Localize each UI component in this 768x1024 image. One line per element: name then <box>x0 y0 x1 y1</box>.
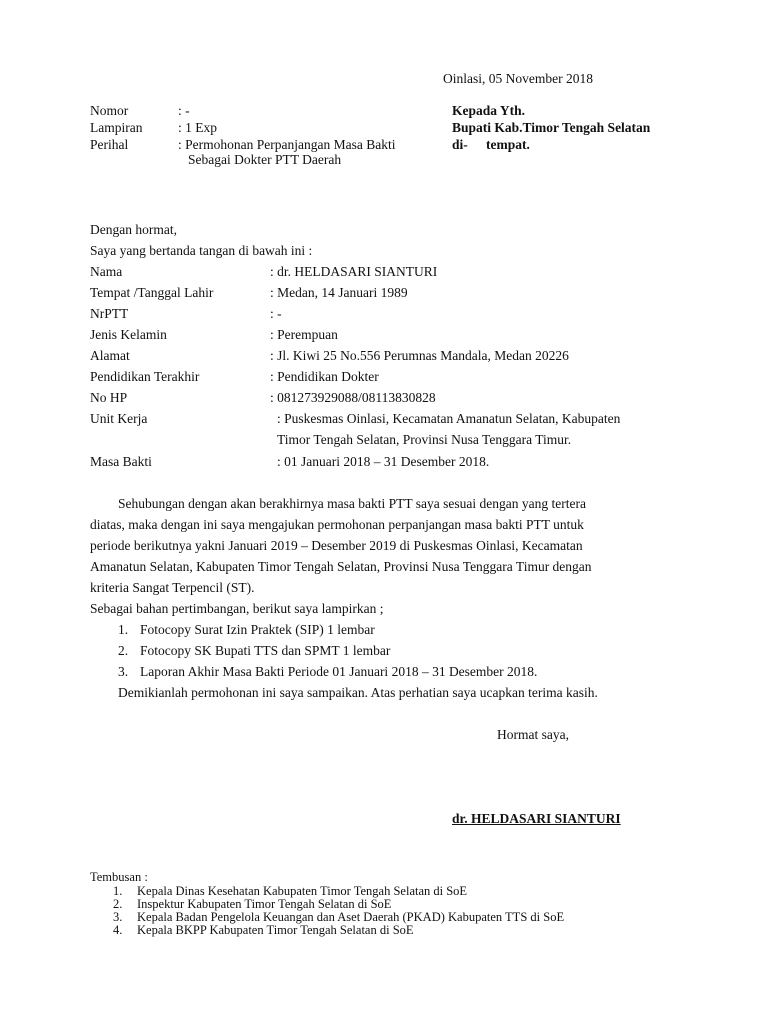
perihal-label: Perihal <box>90 137 129 152</box>
cc-number: 3. <box>113 910 123 924</box>
identity-value: : Jl. Kiwi 25 No.556 Perumnas Mandala, Medan 20226 <box>270 348 569 363</box>
nomor-value: : - <box>178 103 190 118</box>
body-line: diatas, maka dengan ini saya mengajukan permohonan perpanjangan masa bakti PTT untuk <box>90 517 584 532</box>
cc-number: 1. <box>113 884 123 898</box>
date-line: Oinlasi, 05 November 2018 <box>443 71 593 86</box>
identity-label: Pendidikan Terakhir <box>90 369 200 384</box>
addressee-place: tempat. <box>486 137 530 152</box>
identity-value: : Puskesmas Oinlasi, Kecamatan Amanatun Selatan, Kabupaten <box>277 411 621 426</box>
cc-item: Inspektur Kabupaten Timor Tengah Selatan di SoE <box>137 897 392 911</box>
cc-item: Kepala Dinas Kesehatan Kabupaten Timor Tengah Selatan di SoE <box>137 884 468 898</box>
lampiran-value: : 1 Exp <box>178 120 217 135</box>
identity-value: : - <box>270 306 282 321</box>
body-line: Amanatun Selatan, Kabupaten Timor Tengah Selatan, Provinsi Nusa Tenggara Timur dengan <box>90 559 592 574</box>
attachment-item: Fotocopy SK Bupati TTS dan SPMT 1 lembar <box>140 643 391 658</box>
body-line: periode berikutnya yakni Januari 2019 – Desember 2019 di Puskesmas Oinlasi, Kecamatan <box>90 538 583 553</box>
attachment-number: 1. <box>118 622 129 637</box>
cc-title: Tembusan : <box>90 870 148 884</box>
signoff: Hormat saya, <box>497 727 569 742</box>
body-line: Sehubungan dengan akan berakhirnya masa bakti PTT saya sesuai dengan yang tertera <box>118 496 586 511</box>
nomor-label: Nomor <box>90 103 129 118</box>
identity-value: : 01 Januari 2018 – 31 Desember 2018. <box>277 454 490 469</box>
cc-item: Kepala Badan Pengelola Keuangan dan Aset Daerah (PKAD) Kabupaten TTS di SoE <box>137 910 565 924</box>
cc-number: 2. <box>113 897 123 911</box>
attachment-number: 3. <box>118 664 129 679</box>
identity-label: No HP <box>90 390 128 405</box>
perihal-value-cont: Sebagai Dokter PTT Daerah <box>188 152 342 167</box>
identity-label: Nama <box>90 264 123 279</box>
cc-number: 4. <box>113 923 123 937</box>
attachment-item: Fotocopy Surat Izin Praktek (SIP) 1 lembar <box>140 622 375 637</box>
attachment-number: 2. <box>118 643 129 658</box>
identity-value: : dr. HELDASARI SIANTURI <box>270 264 438 279</box>
greeting: Dengan hormat, <box>90 222 177 237</box>
identity-label: Tempat /Tanggal Lahir <box>90 285 214 300</box>
identity-label: Unit Kerja <box>90 411 148 426</box>
lampiran-label: Lampiran <box>90 120 143 135</box>
attachments-intro: Sebagai bahan pertimbangan, berikut saya lampirkan ; <box>90 601 384 616</box>
identity-value: : Perempuan <box>270 327 338 342</box>
addressee-di: di- <box>452 137 468 152</box>
identity-label: Masa Bakti <box>90 454 152 469</box>
addressee-line-2: Bupati Kab.Timor Tengah Selatan <box>452 120 651 135</box>
identity-value: : 081273929088/08113830828 <box>270 390 436 405</box>
identity-label: Jenis Kelamin <box>90 327 167 342</box>
identity-value: : Pendidikan Dokter <box>270 369 379 384</box>
identity-label: Alamat <box>90 348 130 363</box>
body-line: kriteria Sangat Terpencil (ST). <box>90 580 255 595</box>
perihal-value: : Permohonan Perpanjangan Masa Bakti <box>178 137 396 152</box>
intro: Saya yang bertanda tangan di bawah ini : <box>90 243 313 258</box>
identity-value: : Medan, 14 Januari 1989 <box>270 285 408 300</box>
identity-value-cont: Timor Tengah Selatan, Provinsi Nusa Tenggara Timur. <box>277 432 572 447</box>
identity-label: NrPTT <box>90 306 129 321</box>
closing-sentence: Demikianlah permohonan ini saya sampaikan. Atas perhatian saya ucapkan terima kasih. <box>118 685 598 700</box>
attachment-item: Laporan Akhir Masa Bakti Periode 01 Januari 2018 – 31 Desember 2018. <box>140 664 538 679</box>
signature-name: dr. HELDASARI SIANTURI <box>452 811 621 826</box>
cc-item: Kepala BKPP Kabupaten Timor Tengah Selatan di SoE <box>137 923 414 937</box>
addressee-line-1: Kepada Yth. <box>452 103 526 118</box>
